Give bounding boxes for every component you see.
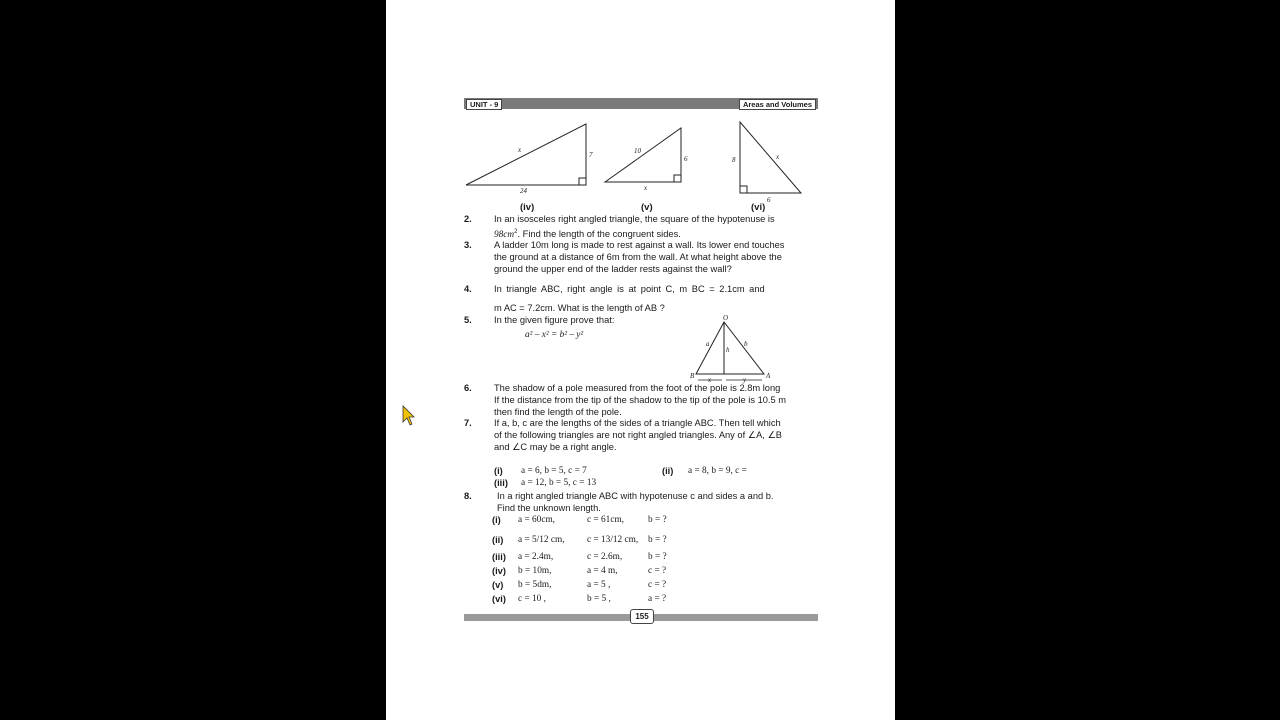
q3-line2: the ground at a distance of 6m from the wall. At what height above the: [494, 252, 782, 262]
q3-line3: ground the upper end of the ladder rests against the wall?: [494, 264, 732, 274]
q2-line1: In an isosceles right angled triangle, the square of the hypotenuse is: [494, 214, 775, 224]
q4-line2: m AC = 7.2cm. What is the length of AB ?: [494, 303, 665, 313]
q8-part-label: (ii): [492, 535, 504, 545]
q5-line1: In the given figure prove that:: [494, 315, 615, 325]
q8-part-label: (iii): [492, 552, 506, 562]
q5-fig-A: A: [766, 372, 771, 380]
q8-part-col1: b = 5dm,: [518, 580, 552, 590]
q8-line1: In a right angled triangle ABC with hypotenuse c and sides a and b.: [497, 491, 774, 501]
q6-line3: then find the length of the pole.: [494, 407, 622, 417]
fig-v-caption: (v): [641, 202, 653, 213]
q8-part-col1: a = 60cm,: [518, 515, 555, 525]
q6-number: 6.: [464, 383, 472, 393]
figure-iv: [466, 124, 586, 185]
q5-fig-y: y: [743, 376, 747, 384]
q8-part-label: (iv): [492, 566, 506, 576]
q8-part-col3: b = ?: [648, 552, 667, 562]
fig-vi-base: 6: [767, 196, 771, 204]
figure-v: [605, 128, 681, 182]
q7-number: 7.: [464, 418, 472, 428]
q7-part-ii-label: (ii): [662, 466, 674, 476]
q8-part-col2: c = 61cm,: [587, 515, 624, 525]
q7-line2: of the following triangles are not right angled triangles. Any of ∠A, ∠B: [494, 430, 782, 440]
mouse-cursor-icon: [402, 405, 416, 427]
fig-iv-side: 7: [589, 151, 593, 159]
q7-line1: If a, b, c are the lengths of the sides of a triangle ABC. Then tell which: [494, 418, 781, 428]
q5-fig-B: B: [690, 372, 695, 380]
unit-label: UNIT - 9: [466, 99, 502, 110]
q7-part-i-label: (i): [494, 466, 503, 476]
q8-part-col3: c = ?: [648, 566, 667, 576]
q7-part-iii-label: (iii): [494, 478, 508, 488]
q7-part-ii: a = 8, b = 9, c =: [688, 466, 747, 476]
fig-vi-hyp: x: [776, 153, 780, 161]
q2-number: 2.: [464, 214, 472, 224]
q6-line1: The shadow of a pole measured from the foot of the pole is 2.8m long: [494, 383, 781, 393]
q8-part-col1: a = 2.4m,: [518, 552, 554, 562]
figure-vi: [740, 122, 801, 193]
q8-part-col3: b = ?: [648, 535, 667, 545]
q8-part-label: (i): [492, 515, 501, 525]
q8-part-col1: a = 5/12 cm,: [518, 535, 565, 545]
q7-line3: and ∠C may be a right angle.: [494, 442, 617, 452]
fig-vi-side: 8: [732, 156, 736, 164]
fig-iv-hyp: x: [518, 146, 522, 154]
q7-part-i: a = 6, b = 5, c = 7: [521, 466, 587, 476]
q8-part-label: (vi): [492, 594, 506, 604]
q3-line1: A ladder 10m long is made to rest against a wall. Its lower end touches: [494, 240, 785, 250]
q4-line1: In triangle ABC, right angle is at point C, m BC = 2.1cm and: [494, 284, 765, 294]
q8-part-col3: c = ?: [648, 580, 667, 590]
q5-fig-a: a: [706, 340, 710, 348]
q8-part-col2: a = 4 m,: [587, 566, 618, 576]
q8-part-col1: b = 10m,: [518, 566, 552, 576]
q8-number: 8.: [464, 491, 472, 501]
q5-fig-x: x: [708, 376, 712, 384]
q8-part-col2: c = 13/12 cm,: [587, 535, 639, 545]
q5-fig-o: O: [723, 314, 729, 322]
triangle-figures: [460, 118, 820, 213]
q8-part-col1: c = 10 ,: [518, 594, 546, 604]
q8-part-col2: b = 5 ,: [587, 594, 611, 604]
fig-v-hyp: 10: [634, 147, 641, 155]
q6-line2: If the distance from the tip of the shadow to the tip of the pole is 10.5 m: [494, 395, 786, 405]
q5-fig-b: b: [744, 340, 748, 348]
unit-header-bar: [464, 98, 818, 109]
q5-figure: [686, 312, 776, 386]
q8-part-col3: a = ?: [648, 594, 667, 604]
fig-v-side: 6: [684, 155, 688, 163]
q5-number: 5.: [464, 315, 472, 325]
q5-fig-h: h: [726, 346, 730, 354]
fig-iv-caption: (iv): [520, 202, 535, 213]
q2-line2: $98cm^2$. Find the length of the congruent sides.: [494, 229, 681, 241]
q8-part-col2: c = 2.6m,: [587, 552, 623, 562]
chapter-title: Areas and Volumes: [739, 99, 816, 110]
fig-vi-caption: (vi): [751, 202, 766, 213]
q8-part-col3: b = ?: [648, 515, 667, 525]
q5-equation: a² – x² = b² – y²: [525, 330, 584, 340]
q8-line2: Find the unknown length.: [497, 503, 601, 513]
q3-number: 3.: [464, 240, 472, 250]
fig-v-base: x: [644, 184, 648, 192]
q7-part-iii: a = 12, b = 5, c = 13: [521, 478, 597, 488]
q8-part-label: (v): [492, 580, 504, 590]
q4-number: 4.: [464, 284, 472, 294]
fig-iv-base: 24: [520, 187, 527, 195]
page-number: 155: [630, 609, 654, 624]
q8-part-col2: a = 5 ,: [587, 580, 611, 590]
